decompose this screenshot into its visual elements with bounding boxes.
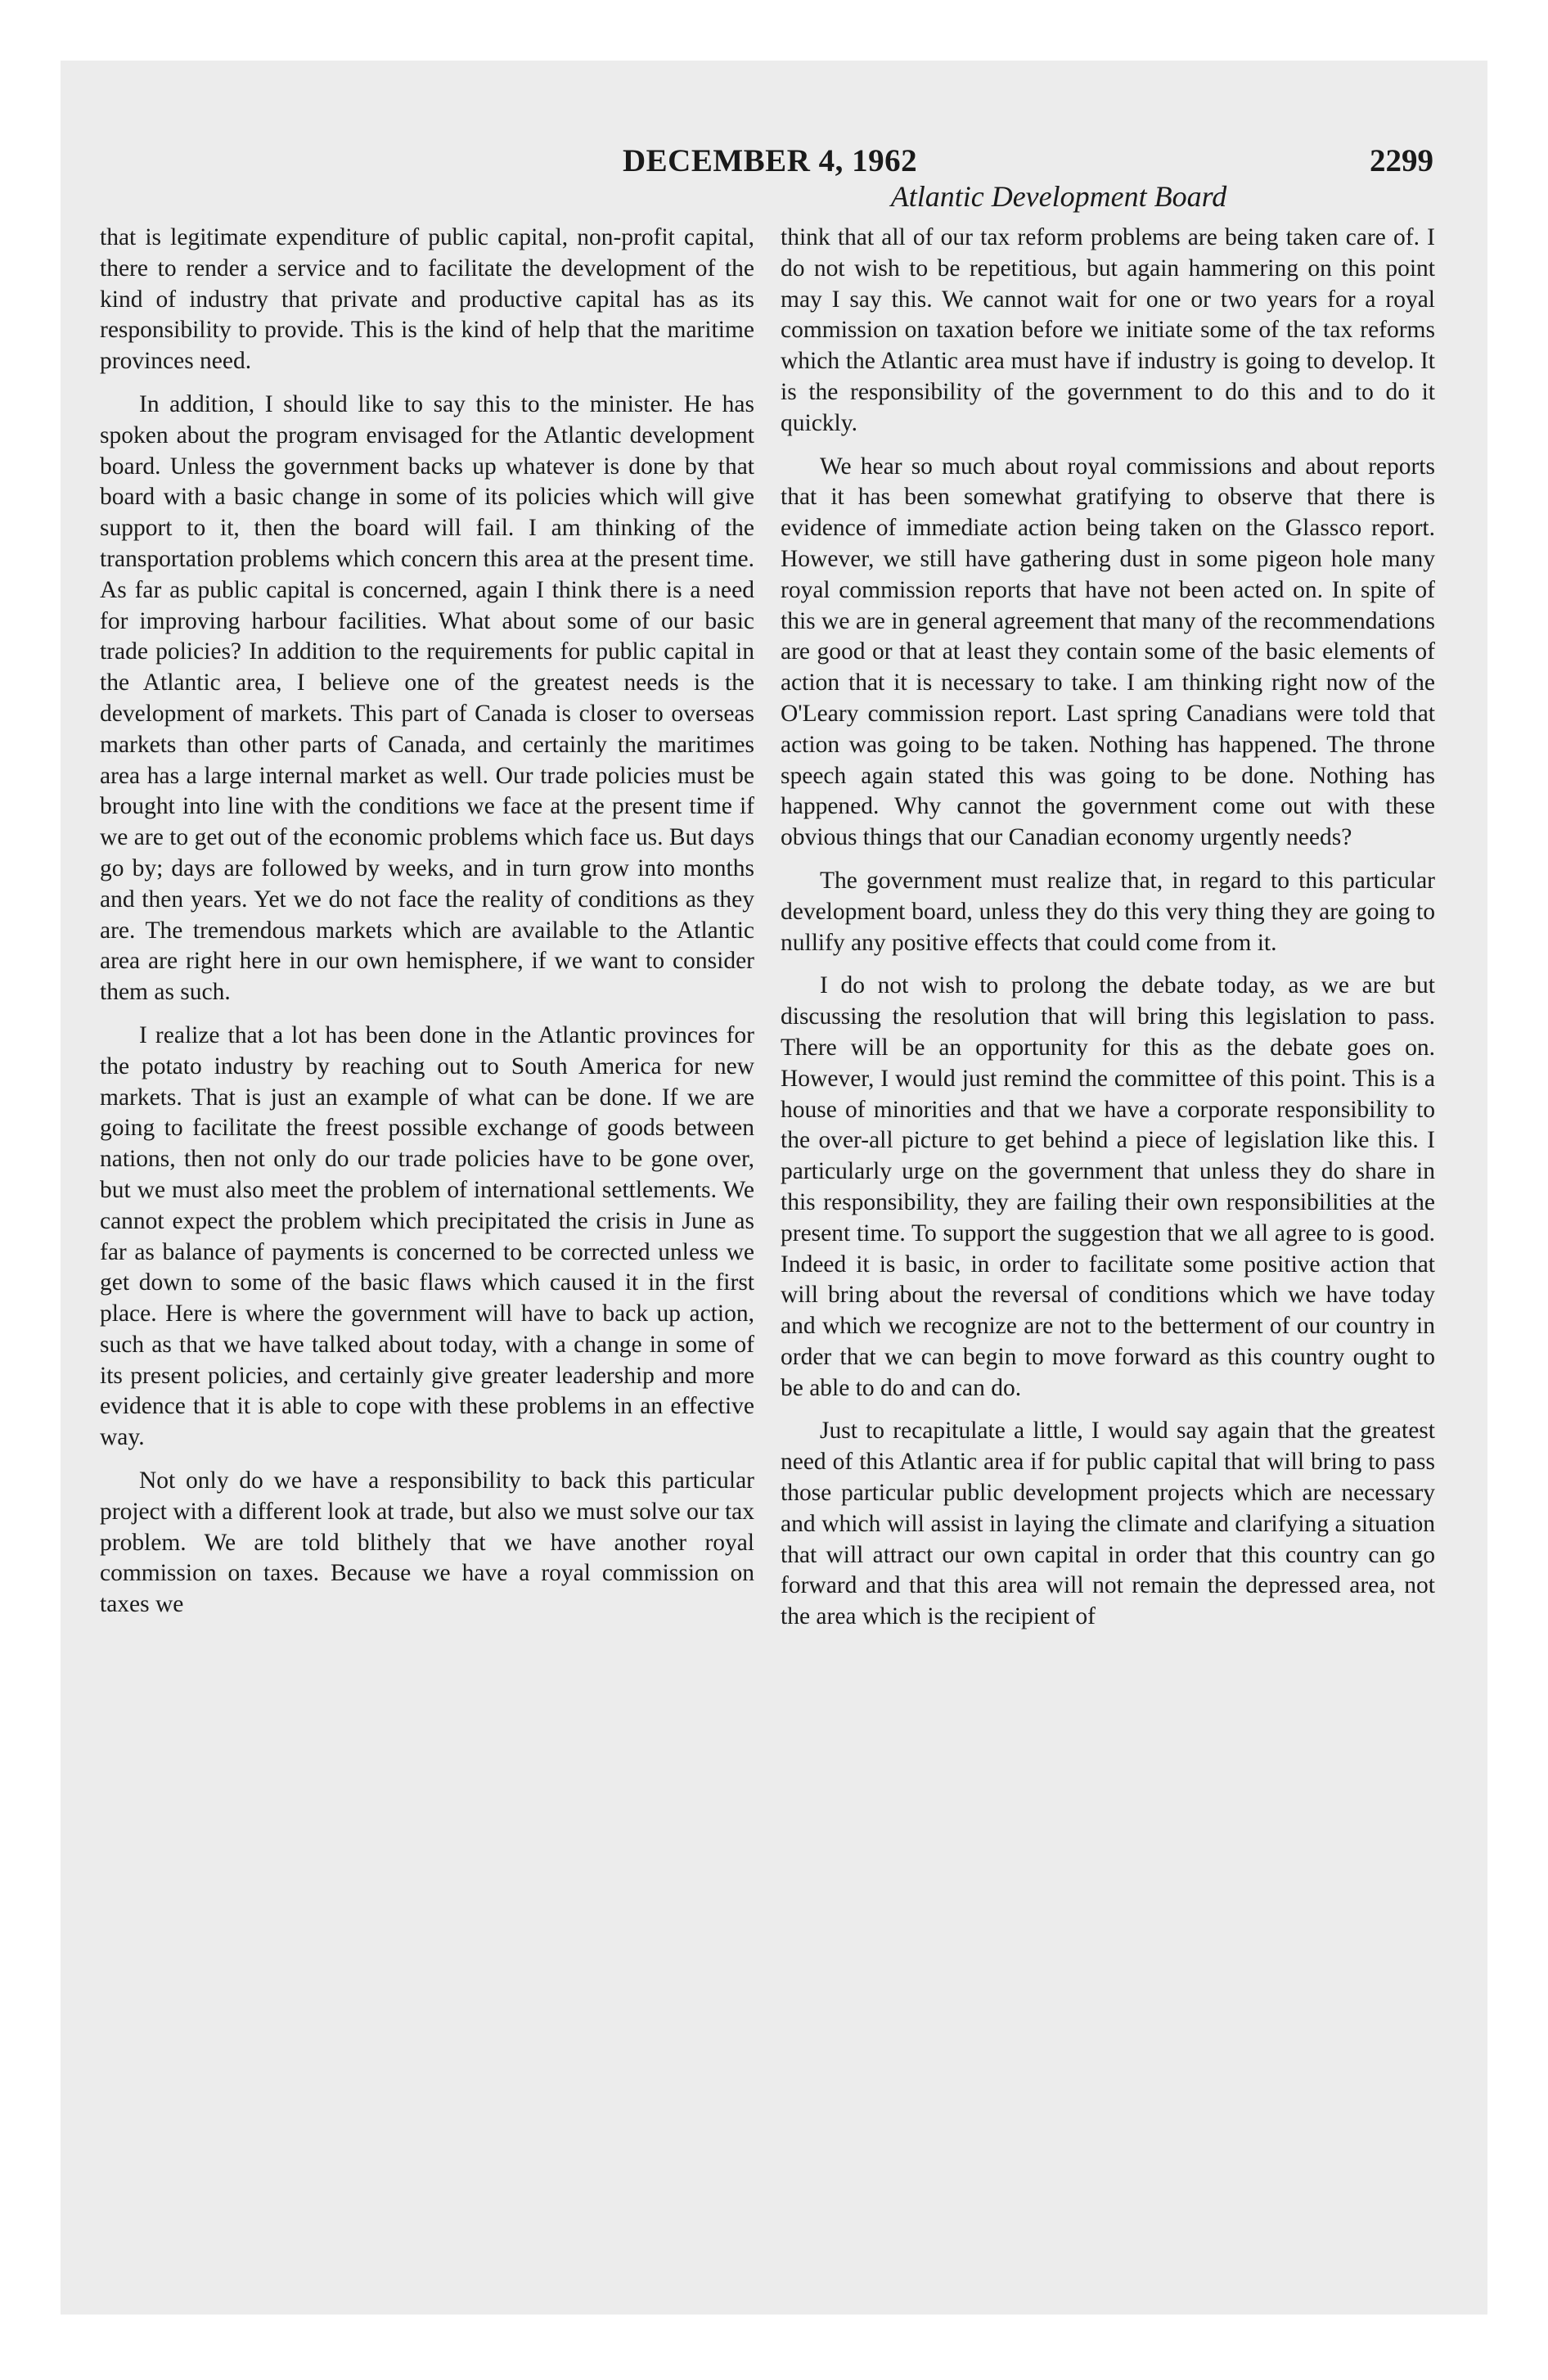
left-column [100,223,754,1633]
right-column [781,223,1435,1645]
paragraph: We hear so much about royal commissions and about reports that it has been somewhat gratifying to observe that there is evidence of immediate action being taken on the Glassco report. However, we still have gathering dust in some pigeon hole many royal commission reports that have not been acted on. In spite of this we are in general agreement that many of the recommendations are good or that at least they contain some of the basic elements of action that it is necessary to take. I am thinking right now of the O'Leary commission report. Last spring Canadians were told that action was going to be taken. Nothing has happened. The throne speech again stated this was going to be done. Nothing has happened. Why cannot the government come out with these obvious things that our Canadian economy urgently needs? [781,453,1435,851]
paragraph: The government must realize that, in regard to this particular development board, unless they do this very thing they are going to nullify any positive effects that could come from it. [781,867,1435,956]
paragraph: In addition, I should like to say this to the minister. He has spoken about the program envisaged for the Atlantic development board. Unless the government backs up whatever is done by that board with a basic change in some of its policies which will give support to it, then the board will fail. I am thinking of the transportation problems which concern this area at the present time. As far as public capital is concerned, again I think there is a need for improving harbour facilities. What about some of our basic trade policies? In addition to the requirements for public capital in the Atlantic area, I believe one of the greatest needs is the development of markets. This part of Canada is closer to overseas markets than other parts of Canada, and certainly the maritimes area has a large internal market as well. Our trade policies must be brought into line with the conditions we face at the present time if we are to get out of the economic problems which face us. But days go by; days are followed by weeks, and in turn grow into months and then years. Yet we do not face the reality of conditions as they are. The tremendous markets which are available to the Atlantic area are right here in our own hemisphere, if we want to consider them as such. [100,390,754,1006]
paragraph: I realize that a lot has been done in the Atlantic provinces for the potato industry by reaching out to South America for new markets. That is just an example of what can be done. If we are going to facilitate the freest possible exchange of goods between nations, then not only do our trade policies have to be gone over, but we must also meet the problem of international settlements. We cannot expect the problem which precipitated the crisis in June as far as balance of payments is concerned to be corrected unless we get down to some of the basic flaws which caused it in the first place. Here is where the government will have to back up action, such as that we have talked about today, with a change in some of its present policies, and certainly give greater leadership and more evidence that it is able to cope with these problems in an effective way. [100,1021,754,1451]
paragraph: that is legitimate expenditure of public capital, non-profit capital, there to render a service and to facilitate the development of the kind of industry that private and productive capital has as its responsibility to provide. This is the kind of help that the maritime provinces need. [100,224,754,375]
paragraph: think that all of our tax reform problems are being taken care of. I do not wish to be repetitious, but again hammering on this point may I say this. We cannot wait for one or two years for a royal commission on taxation before we initiate some of the tax reforms which the Atlantic area must have if industry is going to develop. It is the responsibility of the government to do this and to do it quickly. [781,224,1435,436]
header-date: DECEMBER 4, 1962 [623,143,918,178]
scanned-page [61,61,1487,2315]
page-number: 2299 [1370,143,1433,178]
running-head: Atlantic Development Board [890,180,1227,213]
paragraph: Just to recapitulate a little, I would say again that the greatest need of this Atlantic area if for public capital that will bring to pass those particular public development projects which are necessary and which will assist in laying the climate and clarifying a situation that will attract our own capital in order that this country can go forward and that this area will not remain the depressed area, not the area which is the recipient of [781,1418,1435,1630]
paragraph: I do not wish to prolong the debate today, as we are but discussing the resolution that will bring this legislation to pass. There will be an opportunity for this as the debate goes on. However, I would just remind the committee of this point. This is a house of minorities and that we have a corporate responsibility to the over-all picture to get behind a piece of legislation like this. I particularly urge on the government that unless they do share in this responsibility, they are failing their own responsibilities at the present time. To support the suggestion that we all agree to is good. Indeed it is basic, in order to facilitate some positive action that will bring about the reversal of conditions which we have today and which we recognize are not to the betterment of our country in order that we can begin to move forward as this country ought to be able to do and can do. [781,972,1435,1401]
paragraph: Not only do we have a responsibility to back this particular project with a different look at trade, but also we must solve our tax problem. We are told blithely that we have another royal commission on taxes. Because we have a royal commission on taxes we [100,1467,754,1618]
